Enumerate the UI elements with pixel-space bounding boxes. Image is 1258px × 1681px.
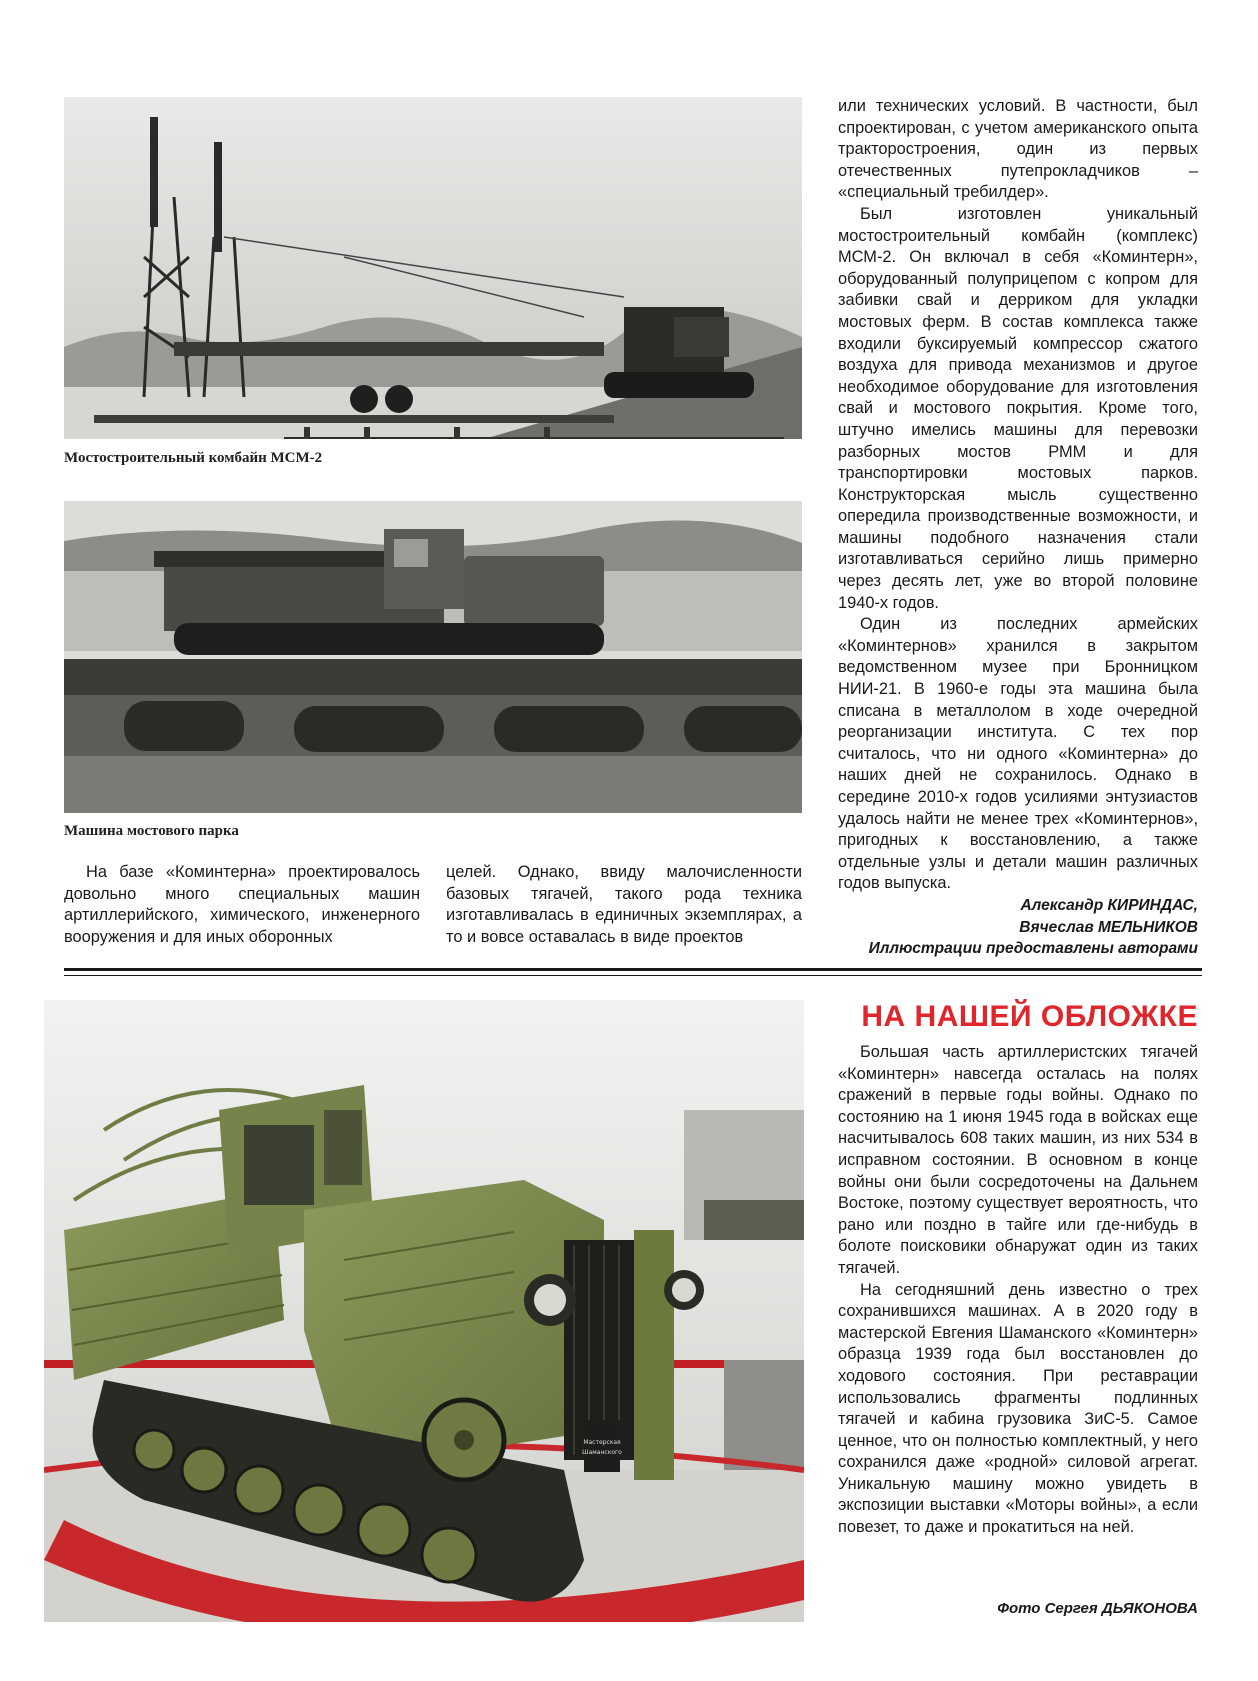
- photo-bridge-combine: [64, 97, 802, 439]
- photo-bridge-park-machine: [64, 501, 802, 813]
- komintern-tractor-image: [44, 1000, 804, 1622]
- photo-cover-komintern: [44, 1000, 804, 1622]
- photo-credit: Фото Сергея ДЬЯКОНОВА: [997, 1600, 1198, 1617]
- illustrations-credit: Иллюстрации предоставлены авторами: [868, 940, 1198, 958]
- article-left-col-1: [64, 862, 420, 948]
- paragraph: На сегодняшний день известно о трех сохранившихся машинах. А в 2020 году в мастерской Евгения Шаманского «Коминтерн» образца 1939 года был восстановлен до ходового состояния. При реставрации использовались фрагменты подлинных тягачей и кабина грузовика ЗиС-5. Самое ценное, что он полностью комплектный, у него сохранился даже «родной» силовой агрегат. Уникальную машину можно увидеть в экспозиции выставки «Моторы войны», а если повезет, то даже и прокатиться на ней.: [838, 1280, 1198, 1537]
- article-left-col-2: [446, 862, 802, 948]
- paragraph: или технических условий. В частности, был спроектирован, с учетом американского опыта тракторостроения, один из первых отечественных путепрокладчиков – «специальный требилдер».: [838, 97, 1198, 202]
- caption-bridge-combine: Мостостроительный комбайн МСМ-2: [64, 450, 323, 466]
- section-divider: [64, 968, 1202, 971]
- cover-section-text: [838, 1042, 1198, 1539]
- svg-text:Мастерская: Мастерская: [583, 1439, 621, 1446]
- paragraph: На базе «Коминтерна» проектировалось довольно много специальных машин артиллерийского, химического, инженерного вооружения и для иных оборонных: [64, 863, 420, 946]
- paragraph: целей. Однако, ввиду малочисленности базовых тягачей, такого рода техника изготавливалась в единичных экземплярах, а то и вовсе оставалась в виде проектов: [446, 863, 802, 946]
- svg-text:Шаманского: Шаманского: [582, 1449, 622, 1456]
- paragraph: Был изготовлен уникальный мостостроительный комбайн (комплекс) МСМ-2. Он включал в себя «Коминтерн», оборудованный полуприцепом с копром для забивки свай и дерриком для укладки мостовых ферм. В состав комплекса также входили буксируемый компрессор сжатого воздуха для привода механизмов и другое необходимое оборудование для изготовления свай и мостового покрытия. Кроме того, штучно имелись машины для перевозки разборных мостов РММ и для транспортировки мостовых парков. Конструкторская мысль существенно опередила производственные возможности, и машины подобного назначения стали изготавливаться серийно лишь примерно через десять лет, уже во второй половине 1940-х годов.: [838, 204, 1198, 612]
- paragraph: Большая часть артиллеристских тягачей «Коминтерн» навсегда осталась на полях сражений в первые годы войны. Однако по состоянию на 1 июня 1945 года в войсках еще насчитывалось 608 таких машин, из них 534 в исправном состоянии. В основном в конце войны они были сосредоточены на Дальнем Востоке, поэтому существует вероятность, что рано или поздно в тайге или где-нибудь в болоте поисковики обнаружат один из таких тягачей.: [838, 1043, 1198, 1277]
- article-right-column: [838, 96, 1198, 960]
- bridge-park-image: [64, 501, 802, 813]
- caption-bridge-park-machine: Машина мостового парка: [64, 823, 239, 839]
- cover-section-heading: НА НАШЕЙ ОБЛОЖКЕ: [861, 1000, 1198, 1033]
- author-1: Александр КИРИНДАС,: [1020, 896, 1198, 914]
- section-divider: [64, 975, 1202, 976]
- bridge-combine-image: [64, 97, 802, 439]
- author-2: Вячеслав МЕЛЬНИКОВ: [1019, 918, 1198, 936]
- paragraph: Один из последних армейских «Коминтернов» хранился в закрытом ведомственном музее при Бронницком НИИ-21. В 1960-е годы эта машина была списана в металлолом в ходе очередной реорганизации института. С тех пор считалось, что ни одного «Коминтерна» до наших дней не сохранилось. Однако в середине 2010-х годов усилиями энтузиастов удалось найти не менее трех «Коминтернов», пригодных к восстановлению, а также отдельные узлы и детали машин различных годов выпуска.: [838, 615, 1198, 893]
